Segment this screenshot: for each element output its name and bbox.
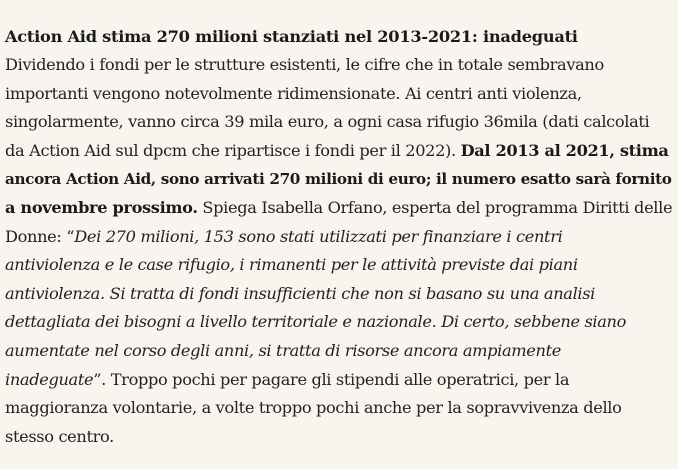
quote-text-run: dettagliata dei bisogni a livello territoriale e nazionale. Di certo, sebbene siano [5, 312, 627, 332]
text-run: singolarmente, vanno circa 39 mila euro, a ogni casa rifugio 36mila (dati calcolati [5, 112, 650, 132]
paragraph-line [5, 337, 673, 366]
article [5, 22, 673, 451]
article-paragraph [5, 51, 673, 451]
text-run: Donne: “ [5, 226, 75, 246]
quote-text-run: inadeguate [5, 369, 94, 389]
bold-text-run: a novembre prossimo. [5, 197, 198, 217]
quote-text-run: Dei 270 milioni, 153 sono stati utilizzati per finanziare i centri [74, 226, 563, 246]
quote-text-run: antiviolenza e le case rifugio, i rimanenti per le attività previste dai piani [5, 255, 578, 275]
text-run: maggioranza volontarie, a volte troppo pochi anche per la sopravvivenza dello [5, 398, 622, 418]
text-run: ”. Troppo pochi per pagare gli stipendi alle operatrici, per la [93, 369, 570, 389]
text-run: da Action Aid sul dpcm che ripartisce i fondi per il 2022). [5, 140, 461, 160]
text-run: Spiega Isabella Orfano, esperta del programma Diritti delle [197, 197, 673, 217]
section-heading: Action Aid stima 270 milioni stanziati nel 2013-2021: inadeguati [5, 27, 578, 46]
quote-text-run: antiviolenza. Si tratta di fondi insufficienti che non si basano su una analisi [5, 283, 596, 303]
bold-text-run: Dal 2013 al 2021, stima [460, 140, 669, 160]
paragraph-line [5, 251, 673, 280]
paragraph-line [5, 165, 673, 194]
text-run: stesso centro. [5, 426, 114, 446]
paragraph-line [5, 137, 673, 166]
bold-text-run: ancora Action Aid, sono arrivati 270 milioni di euro; il numero esatto sarà fornito [5, 170, 672, 189]
paragraph-line [5, 51, 673, 80]
quote-text-run: aumentate nel corso degli anni, si tratta di risorse ancora ampiamente [5, 340, 561, 360]
paragraph-line [5, 194, 673, 223]
paragraph-line [5, 280, 673, 309]
paragraph-line [5, 80, 673, 109]
paragraph-line [5, 394, 673, 423]
text-run: importanti vengono notevolmente ridimensionate. Ai centri anti violenza, [5, 83, 582, 103]
paragraph-line [5, 366, 673, 395]
paragraph-line [5, 223, 673, 252]
paragraph-line [5, 423, 673, 452]
text-run: Dividendo i fondi per le strutture esistenti, le cifre che in totale sembravano [5, 55, 604, 74]
paragraph-line [5, 108, 673, 137]
paragraph-line [5, 308, 673, 337]
